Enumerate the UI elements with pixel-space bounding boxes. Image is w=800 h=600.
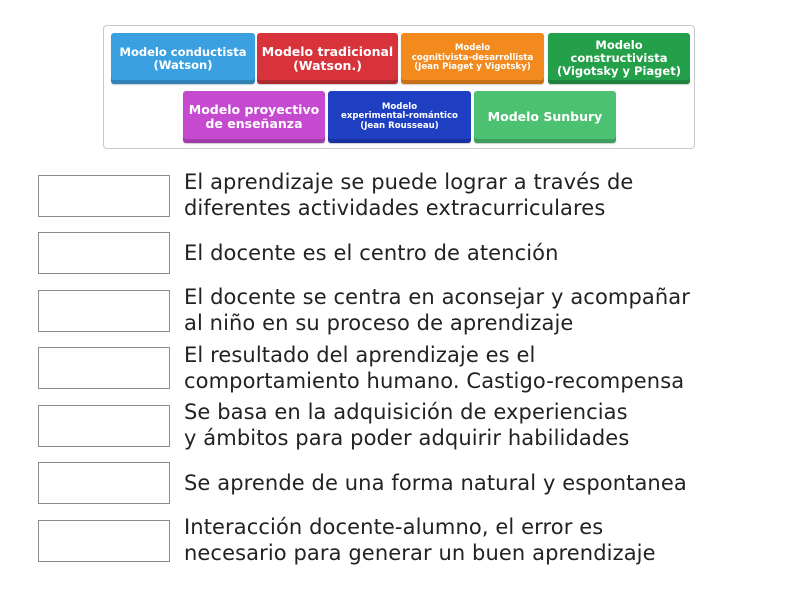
tile-modelo-sunbury[interactable] [474, 91, 616, 143]
drop-target[interactable] [38, 232, 170, 274]
tile-modelo-cognitivista[interactable] [401, 33, 544, 84]
tile-label: Modelo tradicional (Watson.) [261, 43, 394, 73]
statement-text: El aprendizaje se puede lograr a través de diferentes actividades extracurriculares [184, 170, 634, 220]
tile-label: Modelo Sunbury [487, 109, 603, 124]
match-row [38, 402, 778, 448]
drop-target[interactable] [38, 290, 170, 332]
statement-text: El docente se centra en aconsejar y acompañar al niño en su proceso de aprendizaje [184, 285, 690, 335]
tile-modelo-proyectivo[interactable] [183, 91, 325, 143]
tile-label: Modelo constructivista (Vigotsky y Piaget) [557, 38, 681, 78]
match-row [38, 517, 778, 563]
tile-modelo-experimental[interactable] [328, 91, 471, 143]
tile-modelo-conductista[interactable] [111, 33, 255, 84]
tile-label: Modelo conductista (Watson) [119, 44, 247, 72]
tile-label: Modelo cognitivista-desarrollista (Jean Piaget y Vigotsky) [411, 43, 534, 73]
match-row [38, 172, 778, 218]
statement-text: Se basa en la adquisición de experiencias y ámbitos para poder adquirir habilidades [184, 400, 630, 450]
match-row [38, 460, 778, 506]
statement-text: Interacción docente-alumno, el error es necesario para generar un buen aprendizaje [184, 515, 656, 565]
match-row [38, 287, 778, 333]
tile-modelo-constructivista[interactable] [548, 33, 690, 84]
statement-text: El resultado del aprendizaje es el comportamiento humano. Castigo-recompensa [184, 343, 685, 393]
match-row [38, 230, 778, 276]
drop-target[interactable] [38, 405, 170, 447]
drop-target[interactable] [38, 347, 170, 389]
drop-target[interactable] [38, 520, 170, 562]
drop-target[interactable] [38, 462, 170, 504]
match-row [38, 345, 778, 391]
statement-text: Se aprende de una forma natural y espontanea [184, 471, 687, 495]
tile-modelo-tradicional[interactable] [257, 33, 398, 84]
tile-label: Modelo experimental-romántico (Jean Rousseau) [341, 101, 458, 131]
answer-bank [103, 25, 695, 149]
tile-label: Modelo proyectivo de enseñanza [188, 102, 320, 131]
drop-target[interactable] [38, 175, 170, 217]
statement-text: El docente es el centro de atención [184, 241, 559, 265]
